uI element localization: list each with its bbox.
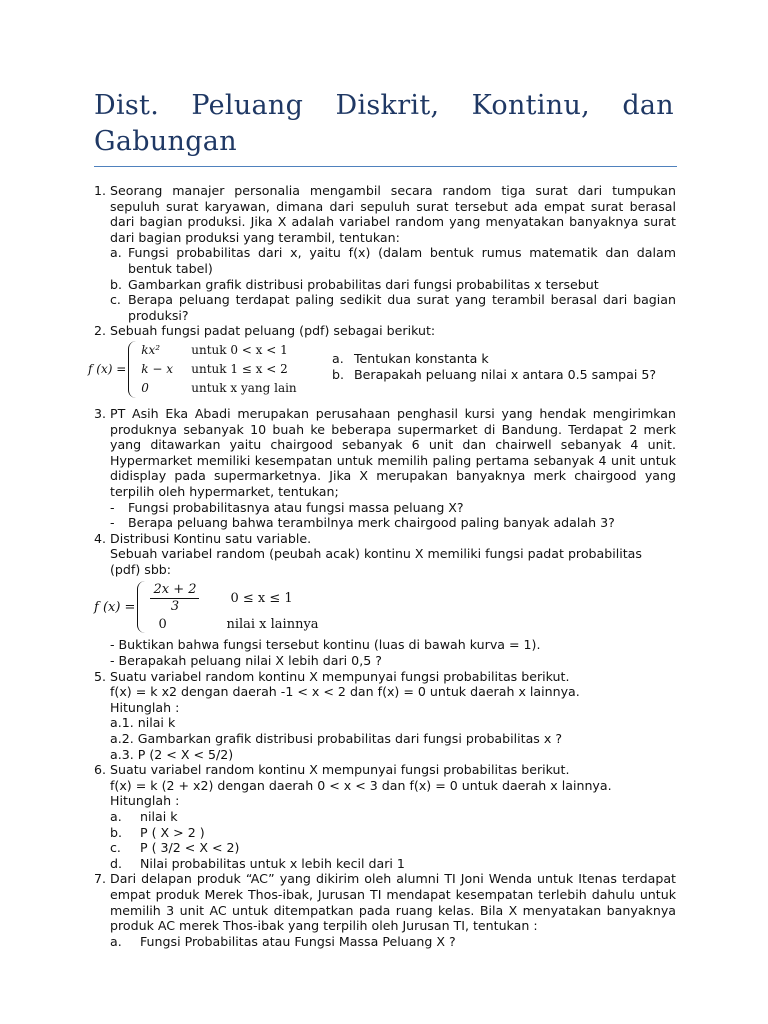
question-1 xyxy=(94,183,676,323)
list-item: c. Berapa peluang terdapat paling sedikit dua surat yang terambil berasal dari bagian produksi? xyxy=(110,292,676,323)
question-text: f(x) = k x2 dengan daerah -1 < x < 2 dan f(x) = 0 untuk daerah x lainnya. xyxy=(110,684,580,700)
question-5 xyxy=(94,669,676,763)
piecewise-function: f (x) = kx² untuk 0 < x < 1 k − x untuk 1 ≤ x < 2 0 untuk x yang lain xyxy=(88,341,332,398)
list-item: b. Berapakah peluang nilai x antara 0.5 sampai 5? xyxy=(332,366,657,382)
question-number: 3. xyxy=(94,405,107,421)
question-number: 2. xyxy=(94,323,107,339)
list-item: b. P ( X > 2 ) xyxy=(110,824,205,840)
list-item: - Berapakah peluang nilai X lebih dari 0,5 ? xyxy=(110,653,382,669)
list-item: a.1. nilai k xyxy=(110,715,176,731)
question-number: 5. xyxy=(94,668,107,684)
question-text: Hitunglah : xyxy=(110,793,180,809)
list-item: - Fungsi probabilitasnya atau fungsi massa peluang X? xyxy=(110,499,464,515)
list-item: a. Fungsi probabilitas dari x, yaitu f(x) (dalam bentuk rumus matematik dan dalam bentuk tabel) xyxy=(110,245,676,276)
question-text: f(x) = k (2 + x2) dengan daerah 0 < x < 3 dan f(x) = 0 untuk daerah x lainnya. xyxy=(110,777,612,793)
question-text: Suatu variabel random kontinu X mempunyai fungsi probabilitas berikut. xyxy=(110,668,570,684)
list-item: a.2. Gambarkan grafik distribusi probabilitas dari fungsi probabilitas x ? xyxy=(110,731,563,747)
question-text: Hitunglah : xyxy=(110,699,180,715)
brace-glyph xyxy=(137,581,146,633)
question-4 xyxy=(94,531,676,578)
question-7 xyxy=(94,871,676,949)
list-item: - Berapa peluang bahwa terambilnya merk chairgood paling banyak adalah 3? xyxy=(110,515,615,531)
question-text: Seorang manajer personalia mengambil secara random tiga surat dari tumpukan sepuluh surat karyawan, dimana dari sepuluh surat tersebut ada empat surat berasal dari bagian produksi. Jika X adalah variabel random yang menyatakan banyaknya surat dari bagian produksi yang terambil, tentukan: xyxy=(110,183,676,245)
list-item: a. Tentukan konstanta k xyxy=(332,350,489,366)
question-text: Sebuah variabel random (peubah acak) kontinu X memiliki fungsi padat probabilitas (pdf) sbb: xyxy=(110,546,642,577)
list-item: a. Fungsi Probabilitas atau Fungsi Massa Peluang X ? xyxy=(110,933,456,949)
brace-glyph xyxy=(128,341,137,398)
list-item: c. P ( 3/2 < X < 2) xyxy=(110,840,240,856)
question-text: PT Asih Eka Abadi merupakan perusahaan penghasil kursi yang hendak mengirimkan produknya sebanyak 10 buah ke beberapa supermarket di Bandung. Terdapat 2 merk yang ditawarkan yaitu chairgood sebanyak 6 unit dan chairwell sebanyak 4 unit. Hypermarket memiliki kesempatan untuk memilih paling pertama sebanyak 4 unit untuk didisplay pada supermarketnya. Jika X merupakan banyaknya merk chairgood yang terpilih oleh hypermarket, tentukan; xyxy=(110,405,676,499)
question-text: Sebuah fungsi padat peluang (pdf) sebagai berikut: xyxy=(110,323,436,339)
list-item: a.3. P (2 < X < 5/2) xyxy=(110,746,234,762)
question-6 xyxy=(94,762,676,871)
question-4-tasks xyxy=(94,637,676,668)
question-2-body xyxy=(88,339,676,400)
question-number: 4. xyxy=(94,530,107,546)
question-list xyxy=(88,183,676,949)
piecewise-function: f (x) = $\frac{2x + 2}{3}$ 0 ≤ x ≤ 1 0 nilai x lainnya xyxy=(94,582,319,632)
question-text: Dari delapan produk “AC” yang dikirim oleh alumni TI Joni Wenda untuk Itenas terdapat empat produk Merek Thos-ibak, Jurusan TI mendapat kesempatan terlebih dahulu untuk memilih 3 unit AC untuk ditempatkan pada ruang kelas. Bila X menyatakan banyaknya produk AC merek Thos-ibak yang terpilih oleh Jurusan TI, tentukan : xyxy=(110,871,676,934)
question-number: 7. xyxy=(94,871,107,887)
page-title: Dist. Peluang Diskrit, Kontinu, dan Gabungan xyxy=(94,90,674,157)
question-number: 1. xyxy=(94,183,107,198)
list-item: a. nilai k xyxy=(110,809,178,824)
title-divider xyxy=(94,166,677,167)
list-item: - Buktikan bahwa fungsi tersebut kontinu (luas di bawah kurva = 1). xyxy=(110,637,541,653)
question-number: 6. xyxy=(94,762,107,778)
list-item: b. Gambarkan grafik distribusi probabilitas dari fungsi probabilitas x tersebut xyxy=(110,276,599,292)
question-2 xyxy=(94,323,676,339)
list-item: d. Nilai probabilitas untuk x lebih kecil dari 1 xyxy=(110,855,405,871)
question-text: Suatu variabel random kontinu X mempunyai fungsi probabilitas berikut. xyxy=(110,762,570,778)
question-3 xyxy=(94,406,676,531)
question-text: Distribusi Kontinu satu variable. xyxy=(110,530,312,546)
